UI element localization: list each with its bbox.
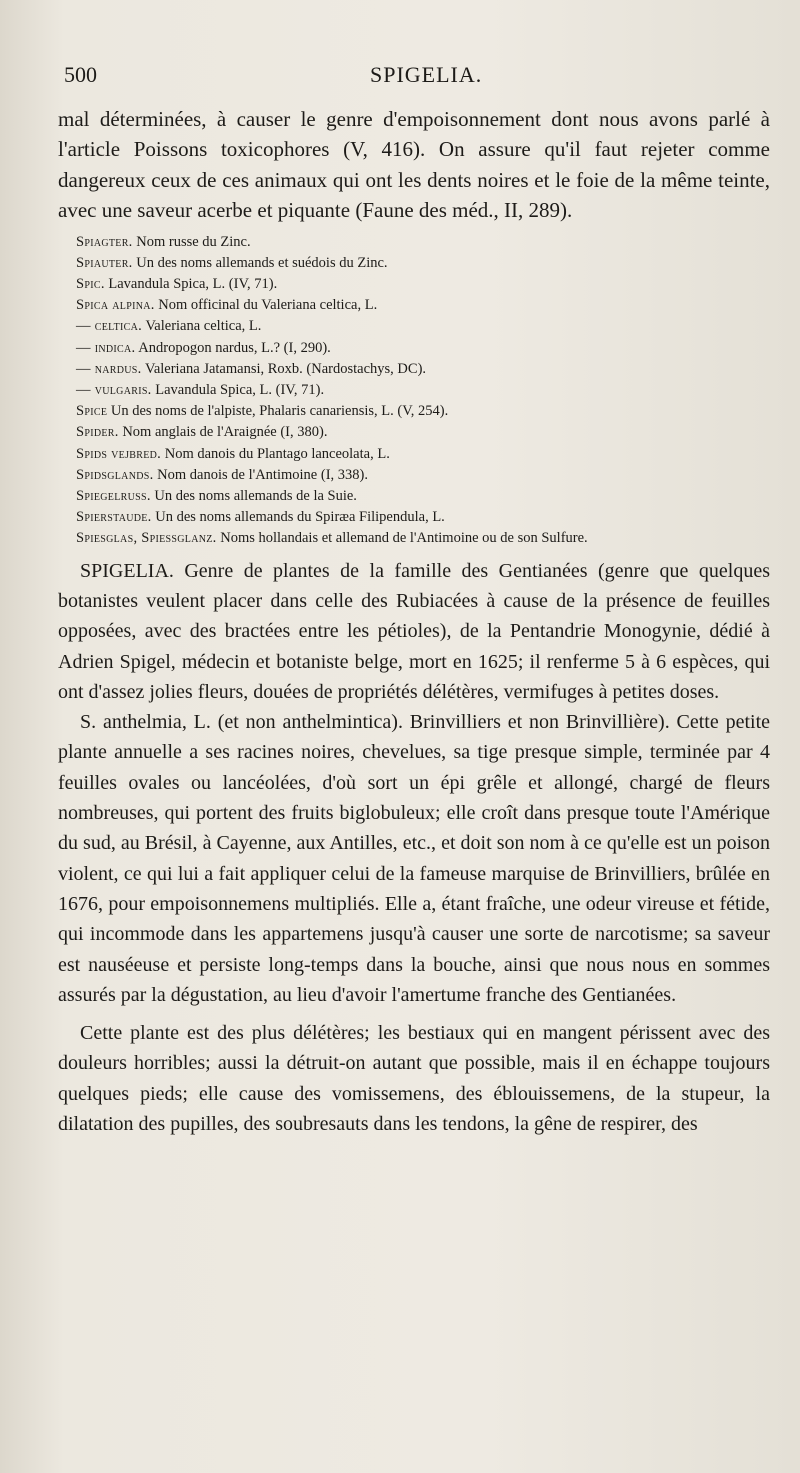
entry — [76, 422, 770, 443]
entry-head: Spids vejbred. — [76, 445, 162, 462]
entry-head: — indica. — [76, 339, 136, 356]
entry-text: Nom danois de l'Antimoine (I, 338). — [157, 466, 368, 483]
entry — [76, 274, 770, 295]
entry — [76, 528, 770, 549]
entry-text: Andropogon nardus, L.? (I, 290). — [138, 339, 331, 356]
page-number: 500 — [64, 62, 97, 87]
dictionary-entries — [58, 232, 770, 550]
entry-text: Nom officinal du Valeriana celtica, L. — [158, 297, 378, 314]
entry — [76, 380, 770, 401]
page-body — [58, 104, 770, 1139]
entry-head: Spidsglands. — [76, 466, 154, 483]
entry-head: Spiegelruss. — [76, 488, 151, 505]
entry-head: — nardus. — [76, 360, 142, 377]
entry-head: Spierstaude. — [76, 509, 152, 526]
entry-text: Un des noms allemands du Spiræa Filipendula, L. — [155, 509, 445, 526]
entry — [76, 253, 770, 274]
intro-paragraph: mal déterminées, à causer le genre d'empoisonnement dont nous avons parlé à l'article Poissons toxicophores (V, 416). On assure qu'il faut rejeter comme dangereux ceux de ces animaux qui ont les dents noires et le foie de la même teinte, avec une saveur acerbe et piquante (Faune des méd., II, 289). — [58, 107, 770, 223]
entry — [76, 444, 770, 465]
entry-head: — vulgaris. — [76, 382, 152, 399]
entry — [76, 401, 770, 422]
entry-text: Valeriana celtica, L. — [145, 318, 262, 335]
entry-text: Nom russe du Zinc. — [136, 233, 251, 250]
entry — [76, 316, 770, 337]
entry — [76, 295, 770, 316]
last-paragraph: Cette plante est des plus délétères; les bestiaux qui en mangent périssent avec des douleurs horribles; aussi la détruit-on autant que possible, mais il en échappe toujours quelques pieds; elle cause des vomissemens, des éblouissemens, de la stupeur, la dilatation des pupilles, des soubresauts dans les tendons, la gêne de respirer, des — [58, 1022, 770, 1136]
entry-head: Spider. — [76, 424, 119, 441]
entry-text: Lavandula Spica, L. (IV, 71). — [108, 276, 278, 293]
entry-text: Noms hollandais et allemand de l'Antimoine ou de son Sulfure. — [220, 530, 588, 547]
page-header — [64, 62, 764, 96]
entry-head: Spiauter. — [76, 254, 133, 271]
entry — [76, 232, 770, 253]
entry-text: Lavandula Spica, L. (IV, 71). — [155, 382, 325, 399]
entry — [76, 359, 770, 380]
entry-head: Spic. — [76, 276, 105, 293]
entry-text: Valeriana Jatamansi, Roxb. (Nardostachys, DC). — [144, 360, 427, 377]
entry-text: Nom danois du Plantago lanceolata, L. — [164, 445, 390, 462]
entry-head: Spica alpina. — [76, 297, 155, 314]
entry-head: Spiagter. — [76, 233, 133, 250]
entry-head: — celtica. — [76, 318, 143, 335]
entry-text: Un des noms de l'alpiste, Phalaris canariensis, L. (V, 254). — [110, 403, 449, 420]
entry-text: Un des noms allemands et suédois du Zinc. — [136, 254, 388, 271]
main-article-paragraph: SPIGELIA. Genre de plantes de la famille des Gentianées (genre que quelques botanistes veulent placer dans celle des Rubiacées à cause de la présence de feuilles opposées, avec des bractées entre les pétioles), de la Pentandrie Monogynie, dédié à Adrien Spigel, médecin et botaniste belge, mort en 1625; il renferme 5 à 6 espèces, qui ont d'assez jolies fleurs, douées de propriétés délétères, vermifuges à petites doses. — [58, 559, 770, 703]
species-paragraph: S. anthelmia, L. (et non anthelmintica). Brinvilliers et non Brinvillière). Cette petite plante annuelle a ses racines noires, chevelues, sa tige presque simple, terminée par 4 feuilles ovales ou lancéolées, d'où sort un épi grêle et allongé, chargé de fleurs nombreuses, qui portent des fruits biglobuleux; elle croît dans presque toute l'Amérique du sud, au Brésil, à Cayenne, aux Antilles, etc., et doit son nom à ce qu'elle est un poison violent, ce qui lui a fait appliquer celui de la fameuse marquise de Brinvilliers, brûlée en 1676, pour empoisonnemens multipliés. Elle a, étant fraîche, une odeur vireuse et fétide, qui incommode dans les appartemens jusqu'à causer une sorte de narcotisme; sa saveur est nauséeuse et persiste long-temps dans la bouche, ainsi que nous nous en sommes assurés par la dégustation, au lieu d'avoir l'amertume franche des Gentianées. — [58, 711, 770, 1006]
running-title: SPIGELIA. — [370, 62, 483, 87]
entry-text: Nom anglais de l'Araignée (I, 380). — [122, 424, 328, 441]
entry-head: Spice — [76, 403, 108, 420]
entry-head: Spiesglas, Spiessglanz. — [76, 530, 217, 547]
entry-text: Un des noms allemands de la Suie. — [154, 488, 357, 505]
entry — [76, 486, 770, 507]
entry — [76, 507, 770, 528]
entry — [76, 338, 770, 359]
entry — [76, 465, 770, 486]
